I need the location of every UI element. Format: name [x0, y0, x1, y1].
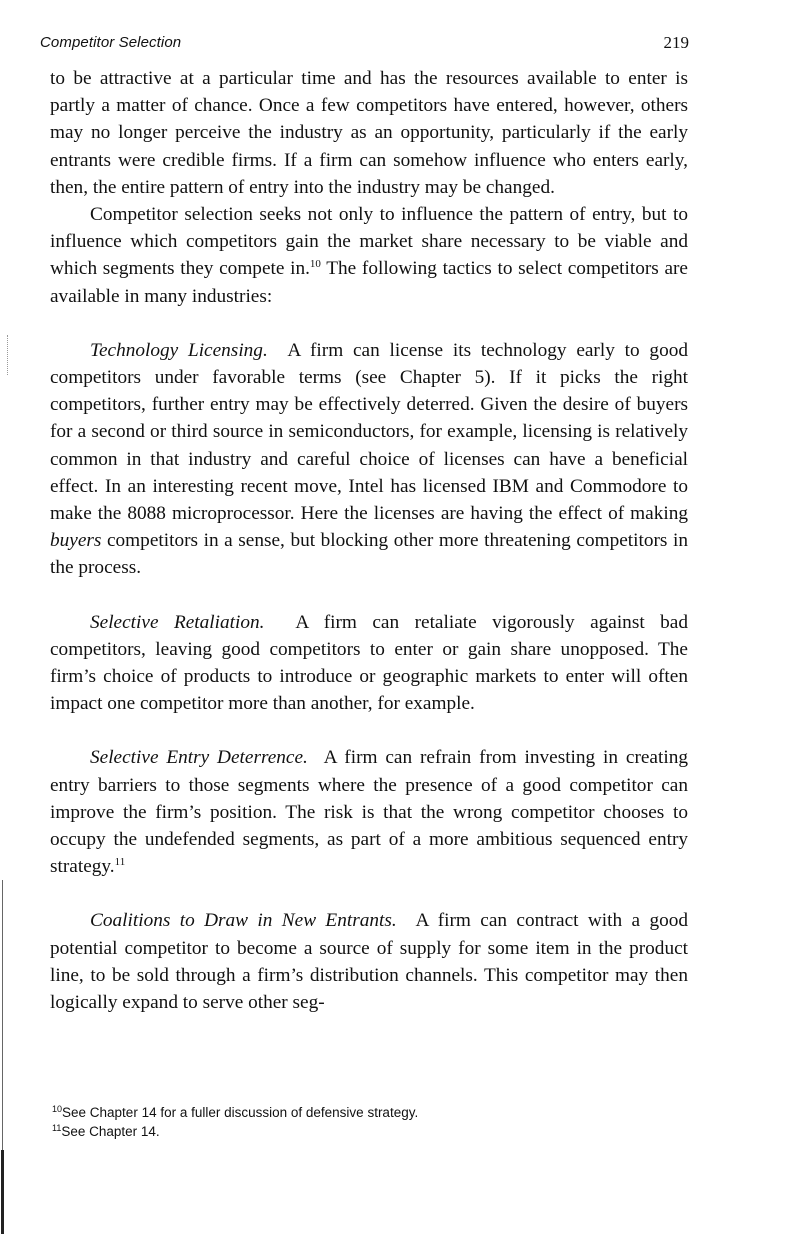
- run-in-heading: Selective Retaliation.: [90, 611, 265, 633]
- footnote-11: [52, 1122, 672, 1141]
- section-selective-entry-deterrence: [50, 744, 688, 880]
- footnote-mark: 10: [52, 1104, 63, 1114]
- section-technology-licensing: [50, 337, 688, 582]
- section-text: A firm can contract with a good potential competitor to become a source of supply for some item in the product line, to be sold through a firm’s distribution channels. This competitor may then logically expand to serve other seg-: [50, 910, 689, 1014]
- paragraph-text: Competitor selection seeks not only to influence the pattern of entry, but to influence which competitors gain the market share necessary to be viable and which segments they compete in.: [50, 204, 688, 280]
- footnote-mark: 11: [52, 1123, 62, 1133]
- paragraph-text-tail: The following tactics to select competitors are available in many industries:: [50, 258, 688, 307]
- section-text-tail: competitors in a sense, but blocking other more threatening competitors in the process.: [50, 530, 688, 579]
- footnotes: [52, 1103, 672, 1141]
- section-text: A firm can retaliate vigorously against bad competitors, leaving good competitors to enter or gain share unopposed. The firm’s choice of products to introduce or geographic markets to enter will often impact one competitor more than another, for example.: [50, 611, 688, 715]
- footnote-text: See Chapter 14 for a fuller discussion of defensive strategy.: [62, 1105, 419, 1120]
- paragraph-continuation: to be attractive at a particular time and has the resources available to enter is partly a matter of chance. Once a few competitors have entered, however, others may no longer perceive the industry as an opportunity, particularly if the early entrants were credible firms. If a firm can somehow influence who enters early, then, the entire pattern of entry into the industry may be changed.: [50, 68, 688, 198]
- footnote-ref-11: 11: [114, 856, 126, 869]
- emphasis-buyers: buyers: [50, 530, 102, 552]
- run-in-heading: Technology Licensing.: [90, 339, 268, 361]
- section-selective-retaliation: [50, 609, 688, 718]
- page-number: 219: [663, 33, 689, 52]
- paragraph-competitor-selection: [50, 201, 688, 310]
- running-head: Competitor Selection: [40, 34, 182, 51]
- section-text: A firm can license its technology early to good competitors under favorable terms (see Chapter 5). If it picks the right competitors, further entry may be effectively deterred. Given the desire of buyers for a second or third source in semiconductors, for example, licensing is relatively common in that industry and careful choice of licenses can have a beneficial effect. In an interesting recent move, Intel has licensed IBM and Commodore to make the 8088 microprocessor. Here the licenses are having the effect of making: [50, 339, 688, 525]
- footnote-ref-10: 10: [309, 258, 321, 271]
- footnote-10: [52, 1103, 672, 1122]
- run-in-heading: Coalitions to Draw in New Entrants.: [90, 910, 397, 932]
- scan-margin-edge: [1, 1150, 4, 1234]
- run-in-heading: Selective Entry Deterrence.: [90, 747, 308, 769]
- scan-margin-dots: [7, 335, 9, 375]
- section-text: A firm can refrain from investing in creating entry barriers to those segments where the presence of a good competitor can improve the firm’s position. The risk is that the wrong competitor chooses to occupy the undefended segments, as part of a more ambitious sequenced entry strategy.: [50, 747, 688, 878]
- body-text: [50, 65, 688, 1016]
- section-coalitions: [50, 907, 688, 1016]
- footnote-text: See Chapter 14.: [61, 1124, 160, 1139]
